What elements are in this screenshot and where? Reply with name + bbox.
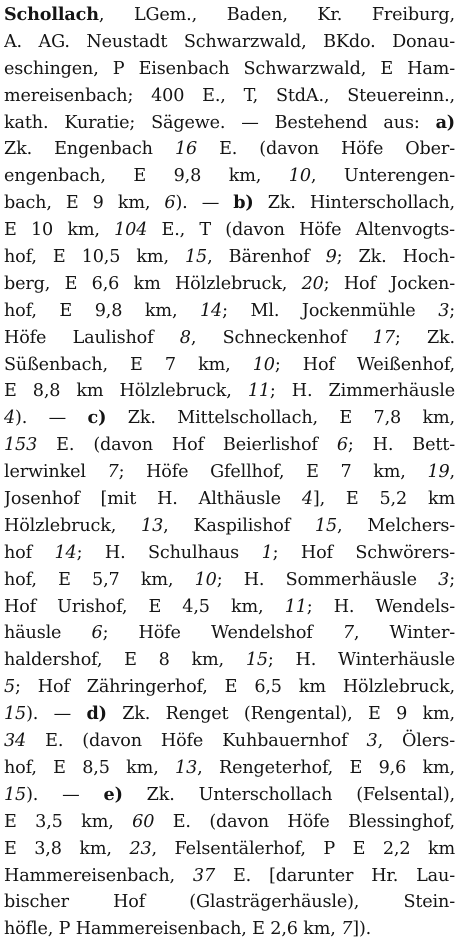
- population-count: 34: [4, 731, 27, 752]
- entry-text: lerwinkel: [4, 462, 108, 483]
- population-count: 15: [314, 515, 338, 536]
- entry-text: Zk. Renget (Rengental), E 9 km,: [106, 704, 455, 725]
- entry-line: [4, 809, 455, 836]
- entry-text: bach, E 9 km,: [4, 193, 165, 214]
- population-count: 15: [185, 247, 208, 268]
- entry-text: , Rengeterhof, E 9,6 km,: [197, 757, 455, 778]
- entry-text: hof, E 8,5 km,: [4, 757, 176, 778]
- entry-text: Zk. Unterschollach (Felsental),: [122, 784, 455, 805]
- entry-text: ; H. Zimmerhäusle: [269, 381, 455, 402]
- entry-line: [4, 916, 455, 943]
- entry-text: ; H. Winterhäusle: [267, 650, 455, 671]
- entry-text: , Bärenhof: [207, 247, 326, 268]
- population-count: 16: [174, 139, 198, 160]
- entry-text: ). —: [175, 193, 234, 214]
- population-count: 11: [284, 596, 307, 617]
- entry-text: Hof Urishof, E 4,5 km,: [4, 596, 285, 617]
- entry-line: [4, 110, 455, 137]
- entry-text: ; H. Wendels-: [306, 596, 455, 617]
- entry-text: E. (davon Hof Beierlishof: [37, 435, 337, 456]
- entry-text: ;: [449, 300, 455, 321]
- entry-text: mereisenbach; 400 E., T, StdA., Steuereinn.,: [4, 85, 455, 106]
- section-marker: e): [103, 783, 123, 805]
- entry-text: E 10 km,: [4, 220, 115, 241]
- entry-text: ; H. Sommerhäusle: [216, 569, 439, 590]
- population-count: 7: [107, 462, 119, 483]
- entry-line: [4, 620, 455, 647]
- entry-text: kath. Kuratie; Sägewe. — Bestehend aus:: [4, 112, 436, 133]
- entry-text: engenbach, E 9,8 km,: [4, 166, 289, 187]
- population-count: 19: [427, 462, 450, 483]
- entry-text: , Melchers-: [337, 515, 455, 536]
- population-count: 13: [141, 515, 164, 536]
- population-count: 15: [245, 650, 268, 671]
- entry-line: [4, 647, 455, 674]
- population-count: 60: [132, 811, 155, 832]
- entry-line: [4, 405, 455, 432]
- entry-line: [4, 2, 455, 29]
- entry-text: ; H. Bett-: [347, 435, 455, 456]
- entry-line: [4, 728, 455, 755]
- population-count: 10: [288, 166, 311, 187]
- entry-text: hof, E 10,5 km,: [4, 247, 186, 268]
- entry-text: A. AG. Neustadt Schwarzwald, BKdo. Donau-: [4, 31, 455, 52]
- entry-text: Zk. Hinterschollach,: [253, 193, 455, 214]
- entry-text: E 3,5 km,: [4, 811, 133, 832]
- entry-text: Zk. Mittelschollach, E 7,8 km,: [106, 408, 455, 429]
- entry-line: [4, 432, 455, 459]
- entry-text: höfle, P Hammereisenbach, E 2,6 km,: [4, 919, 342, 940]
- entry-text: häusle: [4, 623, 92, 644]
- entry-text: , Ölers-: [377, 731, 455, 752]
- entry-text: E. (davon Höfe Ober-: [197, 139, 455, 160]
- entry-line: [4, 836, 455, 863]
- entry-text: ). —: [26, 784, 104, 805]
- entry-line: [4, 163, 455, 190]
- population-count: 4: [301, 489, 313, 510]
- entry-text: ). —: [15, 408, 88, 429]
- entry-line: [4, 378, 455, 405]
- population-count: 17: [372, 327, 395, 348]
- population-count: 8: [179, 327, 191, 348]
- entry-text: ; Höfe Gfellhof, E 7 km,: [118, 462, 428, 483]
- entry-text: Höfe Laulishof: [4, 327, 180, 348]
- entry-text: bischer Hof (Glasträgerhäusle), Stein-: [4, 892, 455, 913]
- entry-line: [4, 567, 455, 594]
- entry-text: , Felsentälerhof, P E 2,2 km: [151, 838, 455, 859]
- entry-text: hof, E 5,7 km,: [4, 569, 195, 590]
- entry-text: haldershof, E 8 km,: [4, 650, 246, 671]
- entry-text: berg, E 6,6 km Hölzlebruck,: [4, 273, 302, 294]
- entry-line: [4, 244, 455, 271]
- entry-text: eschingen, P Eisenbach Schwarzwald, E Ham-: [4, 58, 455, 79]
- entry-text: ;: [449, 569, 455, 590]
- entry-text: ]).: [352, 919, 372, 940]
- population-count: 153: [4, 435, 38, 456]
- entry-text: , Schneckenhof: [190, 327, 373, 348]
- entry-text: Zk. Engenbach: [4, 139, 175, 160]
- entry-text: Hammereisenbach,: [4, 865, 193, 886]
- population-count: 104: [114, 220, 148, 241]
- entry-line: [4, 83, 455, 110]
- population-count: 7: [341, 919, 353, 940]
- entry-line: [4, 56, 455, 83]
- population-count: 4: [4, 408, 16, 429]
- entry-text: E. [darunter Hr. Lau-: [215, 865, 455, 886]
- entry-text: ). —: [26, 704, 87, 725]
- entry-line: [4, 271, 455, 298]
- entry-line: [4, 889, 455, 916]
- population-count: 3: [366, 731, 378, 752]
- population-count: 14: [200, 300, 223, 321]
- population-count: 14: [54, 542, 77, 563]
- entry-text: , Kaspilishof: [163, 515, 315, 536]
- population-count: 6: [336, 435, 348, 456]
- population-count: 7: [342, 623, 354, 644]
- entry-text: ; Hof Zähringerhof, E 6,5 km Hölzlebruck,: [15, 677, 455, 698]
- entry-text: Josenhof [mit H. Althäusle: [4, 489, 302, 510]
- entry-text: E 3,8 km,: [4, 838, 130, 859]
- entry-line: [4, 486, 455, 513]
- entry-text: , Winter-: [353, 623, 455, 644]
- population-count: 3: [438, 569, 450, 590]
- entry-line: [4, 755, 455, 782]
- entry-text: ; Hof Jocken-: [323, 273, 455, 294]
- population-count: 6: [91, 623, 103, 644]
- entry-text: ; Höfe Wendelshof: [102, 623, 343, 644]
- population-count: 11: [247, 381, 270, 402]
- entry-text: ; H. Schulhaus: [76, 542, 262, 563]
- entry-line: [4, 782, 455, 809]
- entry-line: [4, 513, 455, 540]
- entry-text: ,: [449, 462, 455, 483]
- headword: Schollach: [4, 4, 99, 25]
- population-count: 6: [164, 193, 176, 214]
- entry-line: [4, 298, 455, 325]
- entry-text: , Unterengen-: [310, 166, 455, 187]
- section-marker: a): [435, 111, 455, 133]
- population-count: 9: [325, 247, 337, 268]
- entry-text: Hölzlebruck,: [4, 515, 142, 536]
- entry-line: [4, 352, 455, 379]
- entry-line: [4, 594, 455, 621]
- entry-line: [4, 29, 455, 56]
- population-count: 3: [438, 300, 450, 321]
- entry-text: ; Zk.: [394, 327, 455, 348]
- population-count: 10: [252, 354, 275, 375]
- entry-line: [4, 701, 455, 728]
- entry-line: [4, 190, 455, 217]
- entry-text: ; Ml. Jockenmühle: [222, 300, 439, 321]
- population-count: 10: [194, 569, 217, 590]
- entry-text: ; Zk. Hoch-: [336, 247, 455, 268]
- population-count: 20: [301, 273, 324, 294]
- entry-line: [4, 459, 455, 486]
- entry-text: ; Hof Schwörers-: [272, 542, 455, 563]
- population-count: 23: [129, 838, 152, 859]
- population-count: 15: [4, 704, 27, 725]
- population-count: 5: [4, 677, 16, 698]
- entry-line: [4, 540, 455, 567]
- population-count: 13: [175, 757, 198, 778]
- population-count: 37: [192, 865, 216, 886]
- entry-line: [4, 325, 455, 352]
- section-marker: d): [86, 703, 107, 725]
- population-count: 1: [261, 542, 273, 563]
- section-marker: b): [233, 192, 254, 214]
- population-count: 15: [4, 784, 27, 805]
- entry-line: [4, 674, 455, 701]
- entry-text: E 8,8 km Hölzlebruck,: [4, 381, 248, 402]
- entry-text: hof, E 9,8 km,: [4, 300, 201, 321]
- entry-line: [4, 863, 455, 890]
- entry-text: Süßenbach, E 7 km,: [4, 354, 253, 375]
- section-marker: c): [87, 407, 107, 429]
- entry-line: [4, 217, 455, 244]
- entry-text: E., T (davon Höfe Altenvogts-: [147, 220, 455, 241]
- entry-text: E. (davon Höfe Kuhbauernhof: [26, 731, 367, 752]
- entry-text: E. (davon Höfe Blessinghof,: [154, 811, 455, 832]
- entry-line: [4, 136, 455, 163]
- entry-text: ; Hof Weißenhof,: [274, 354, 455, 375]
- entry-text: , LGem., Baden, Kr. Freiburg,: [98, 5, 455, 25]
- entry-text: ], E 5,2 km: [312, 489, 455, 510]
- entry-text: hof: [4, 542, 55, 563]
